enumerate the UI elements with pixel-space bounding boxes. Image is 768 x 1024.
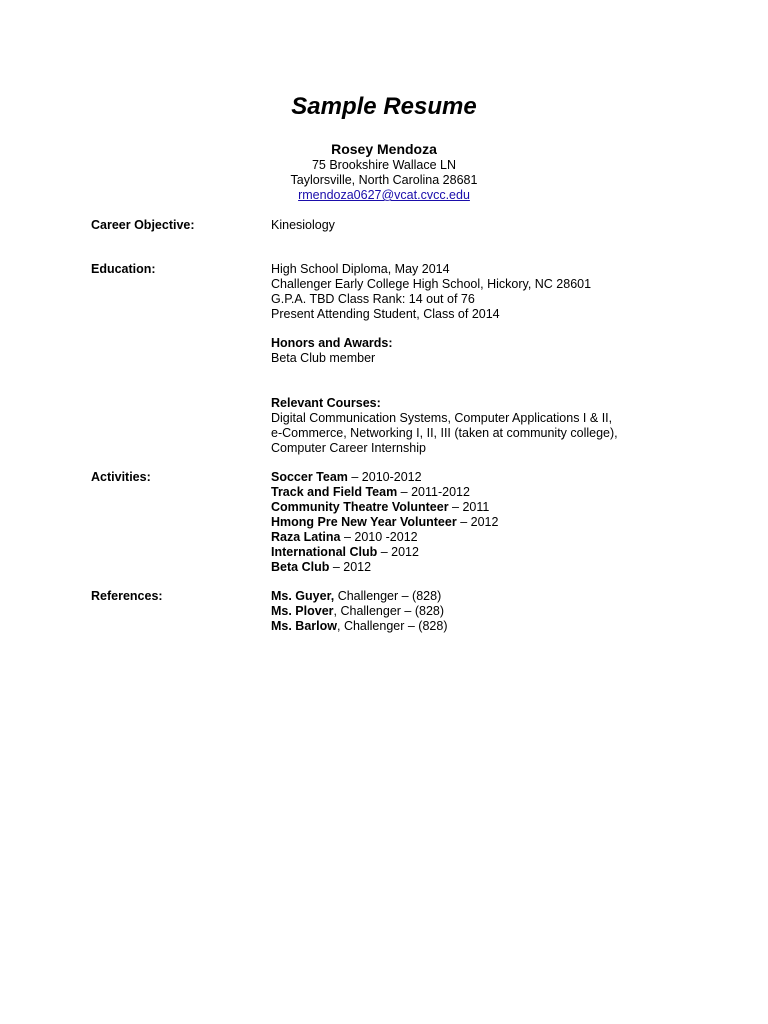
applicant-name: Rosey Mendoza: [331, 141, 437, 157]
career-objective-label: Career Objective:: [91, 218, 195, 232]
activity-item: Community Theatre Volunteer – 2011: [271, 500, 490, 514]
honors-item: Beta Club member: [271, 351, 376, 365]
page-title: Sample Resume: [291, 93, 477, 120]
references-label: References:: [91, 589, 163, 603]
activity-item: International Club – 2012: [271, 545, 419, 559]
reference-item: Ms. Plover, Challenger – (828): [271, 604, 445, 618]
activity-item: Hmong Pre New Year Volunteer – 2012: [271, 515, 499, 529]
education-line: G.P.A. TBD Class Rank: 14 out of 76: [271, 292, 475, 306]
courses-line: Computer Career Internship: [271, 441, 426, 455]
honors-heading: Honors and Awards:: [271, 336, 393, 350]
activity-item: Soccer Team – 2010-2012: [271, 470, 422, 484]
education-line: Present Attending Student, Class of 2014: [271, 307, 500, 321]
contact-header: [0, 141, 768, 203]
activity-item: Track and Field Team – 2011-2012: [271, 485, 470, 499]
reference-item: Ms. Guyer, Challenger – (828): [271, 589, 442, 603]
address-line-1: 75 Brookshire Wallace LN: [311, 158, 457, 172]
address-line-2: Taylorsville, North Carolina 28681: [290, 173, 478, 187]
email-link[interactable]: rmendoza0627@vcat.cvcc.edu: [298, 188, 470, 202]
education-line: High School Diploma, May 2014: [271, 262, 450, 276]
activities-label: Activities:: [91, 470, 151, 484]
career-objective-value: Kinesiology: [271, 218, 335, 232]
courses-line: Digital Communication Systems, Computer Applications I & II,: [271, 411, 613, 425]
activity-item: Raza Latina – 2010 -2012: [271, 530, 418, 544]
reference-item: Ms. Barlow, Challenger – (828): [271, 619, 448, 633]
education-label: Education:: [91, 262, 156, 276]
education-line: Challenger Early College High School, Hickory, NC 28601: [271, 277, 592, 291]
courses-line: e-Commerce, Networking I, II, III (taken at community college),: [271, 426, 618, 440]
courses-heading: Relevant Courses:: [271, 396, 381, 410]
activity-item: Beta Club – 2012: [271, 560, 372, 574]
